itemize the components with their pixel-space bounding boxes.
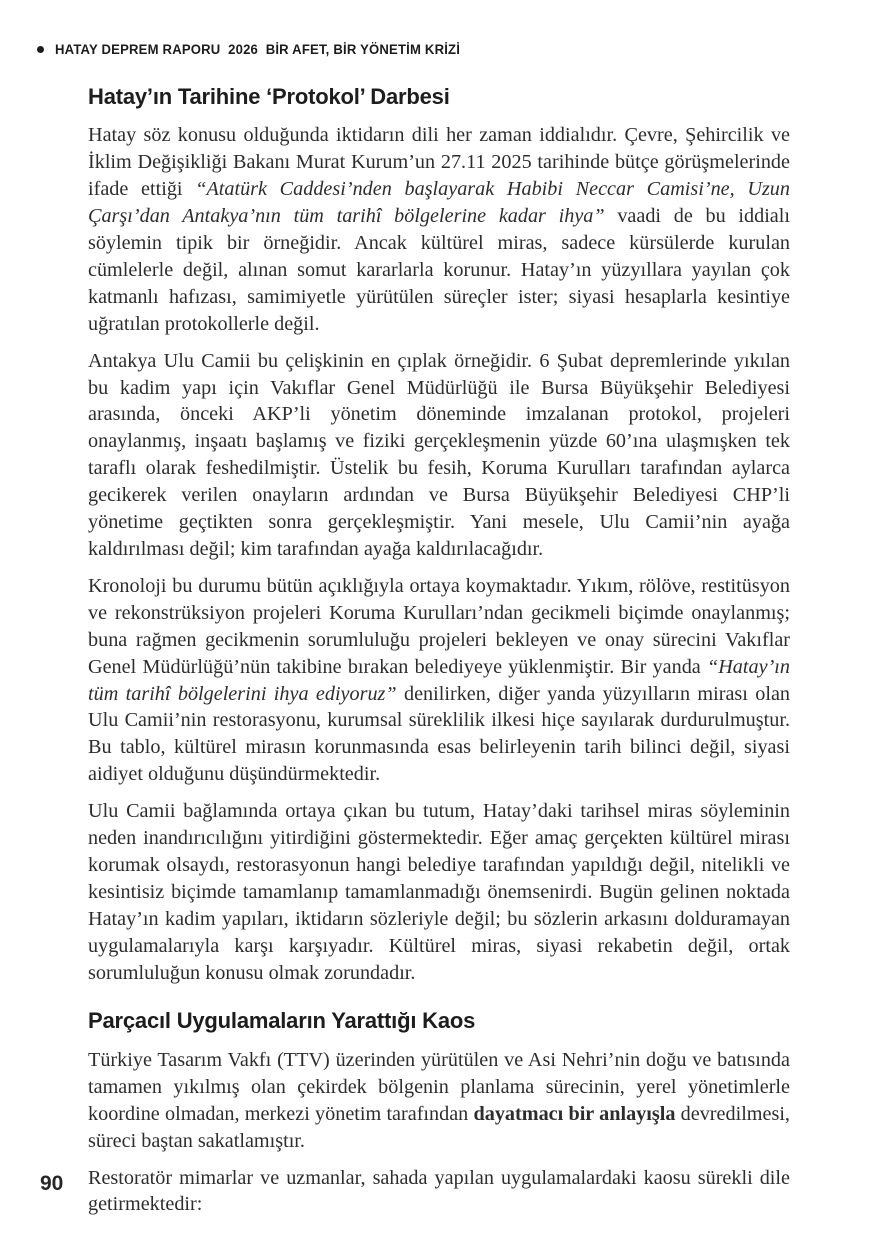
page-number: 90 xyxy=(40,1172,64,1195)
bullet-icon xyxy=(37,46,44,53)
section-heading: Parçacıl Uygulamaların Yarattığı Kaos xyxy=(88,1008,476,1034)
text-segment-italic: “Atatürk Caddesi’nden başlayarak Habibi Neccar Camisi’ne, Uzun Çarşı’dan Antakya’nın tüm tarihî bölgelerine kadar ihya” xyxy=(88,178,790,228)
paragraph xyxy=(88,122,790,337)
paragraph xyxy=(88,798,790,986)
paragraph xyxy=(88,348,790,563)
paragraph xyxy=(88,1047,790,1155)
section-heading: Hatay’ın Tarihine ‘Protokol’ Darbesi xyxy=(88,84,450,109)
text-segment: vaadi de bu iddialı söylemin tipik bir örneğidir. Ancak kültürel miras, sadece kürsülerde kurulan cümlelerle değil, alınan somut kararlarla korunur. Hatay’ın yüzyıllara yayılan çok katmanlı hafızası, samimiyetle yürütülen süreçler ister; siyasi hesaplarla kesintiye uğratılan protokollerle değil. xyxy=(88,205,790,335)
text-segment-bold: dayatmacı bir anlayışla xyxy=(473,1102,676,1125)
page-content xyxy=(88,84,790,1228)
text-segment: Antakya Ulu Camii bu çelişkinin en çıplak örneğidir. 6 Şubat depremlerinde yıkılan bu kadim yapı için Vakıflar Genel Müdürlüğü ile Bursa Büyükşehir Belediyesi arasında, önceki AKP’li yönetim döneminde imzalanan protokol, projeleri onaylanmış, inşaatı başlamış ve fiziki gerçekleşmenin yüzde 60’ına ulaşmışken tek taraflı olarak feshedilmiştir. Üstelik bu fesih, Koruma Kurulları tarafından aylarca gecikerek verilen onayların ardından ve Bursa Büyükşehir Belediyesi CHP’li yönetime geçtikten sonra gerçekleşmiştir. Yani mesele, Ulu Camii’nin ayağa kaldırılması değil; kim tarafından ayağa kaldırılacağıdır. xyxy=(88,349,790,560)
text-segment: Kronoloji bu durumu bütün açıklığıyla ortaya koymaktadır. Yıkım, rölöve, restitüsyon ve rekonstrüksiyon projeleri Koruma Kurulları’ndan gecikmeli biçimde onaylanmış; buna rağmen gecikmenin sorumluluğu projeleri bekleyen ve onay sürecini Vakıflar Genel Müdürlüğü’nün takibine bırakan belediyeye yüklenmiştir. Bir yanda xyxy=(88,574,790,678)
text-segment-italic: “Hatay’ın tüm tarihî bölgelerini ihya ediyoruz” xyxy=(88,655,790,705)
text-segment: Hatay söz konusu olduğunda iktidarın dili her zaman iddialıdır. Çevre, Şehircilik ve İklim Değişikliği Bakanı Murat Kurum’un 27.11 2025 tarihinde bütçe görüşmelerinde ifade ettiği xyxy=(88,124,790,201)
running-header xyxy=(37,42,473,57)
running-header-title: HATAY DEPREM RAPORU 2026 BİR AFET, BİR YÖNETİM KRİZİ xyxy=(55,42,461,57)
text-segment: devredilmesi, süreci baştan sakatlamıştır. xyxy=(88,1102,790,1152)
text-segment: Türkiye Tasarım Vakfı (TTV) üzerinden yürütülen ve Asi Nehri’nin doğu ve batısında tamamen yıkılmış olan çekirdek bölgenin planlama sürecinin, yerel yönetimlerle koordine olmadan, merkezi yönetim tarafından xyxy=(88,1048,790,1125)
paragraph xyxy=(88,1165,790,1219)
text-segment: Ulu Camii bağlamında ortaya çıkan bu tutum, Hatay’daki tarihsel miras söyleminin neden inandırıcılığını yitirdiğini göstermektedir. Eğer amaç gerçekten kültürel mirası korumak olsaydı, restorasyonun hangi belediye tarafından yapıldığı değil, nitelikli ve kesintisiz biçimde tamamlanıp tamamlanmadığı önemsenirdi. Bugün gelinen noktada Hatay’ın kadim yapıları, iktidarın sözleriyle değil; bu sözlerin arkasını dolduramayan uygulamalarıyla karşı karşıyadır. Kültürel miras, siyasi rekabetin değil, ortak sorumluluğun konusu olmak zorundadır. xyxy=(88,800,790,984)
text-segment: Restoratör mimarlar ve uzmanlar, sahada yapılan uygulamalardaki kaosu sürekli dile getirmektedir: xyxy=(88,1166,790,1216)
text-segment: denilirken, diğer yanda yüzyılların mirası olan Ulu Camii’nin restorasyonu, kurumsal süreklilik ilkesi hiçe sayılarak durdurulmuştur. Bu tablo, kültürel mirasın korunmasında esas belirleyenin tarih bilinci değil, siyasi aidiyet olduğunu düşündürmektedir. xyxy=(88,682,790,786)
paragraph xyxy=(88,573,790,788)
